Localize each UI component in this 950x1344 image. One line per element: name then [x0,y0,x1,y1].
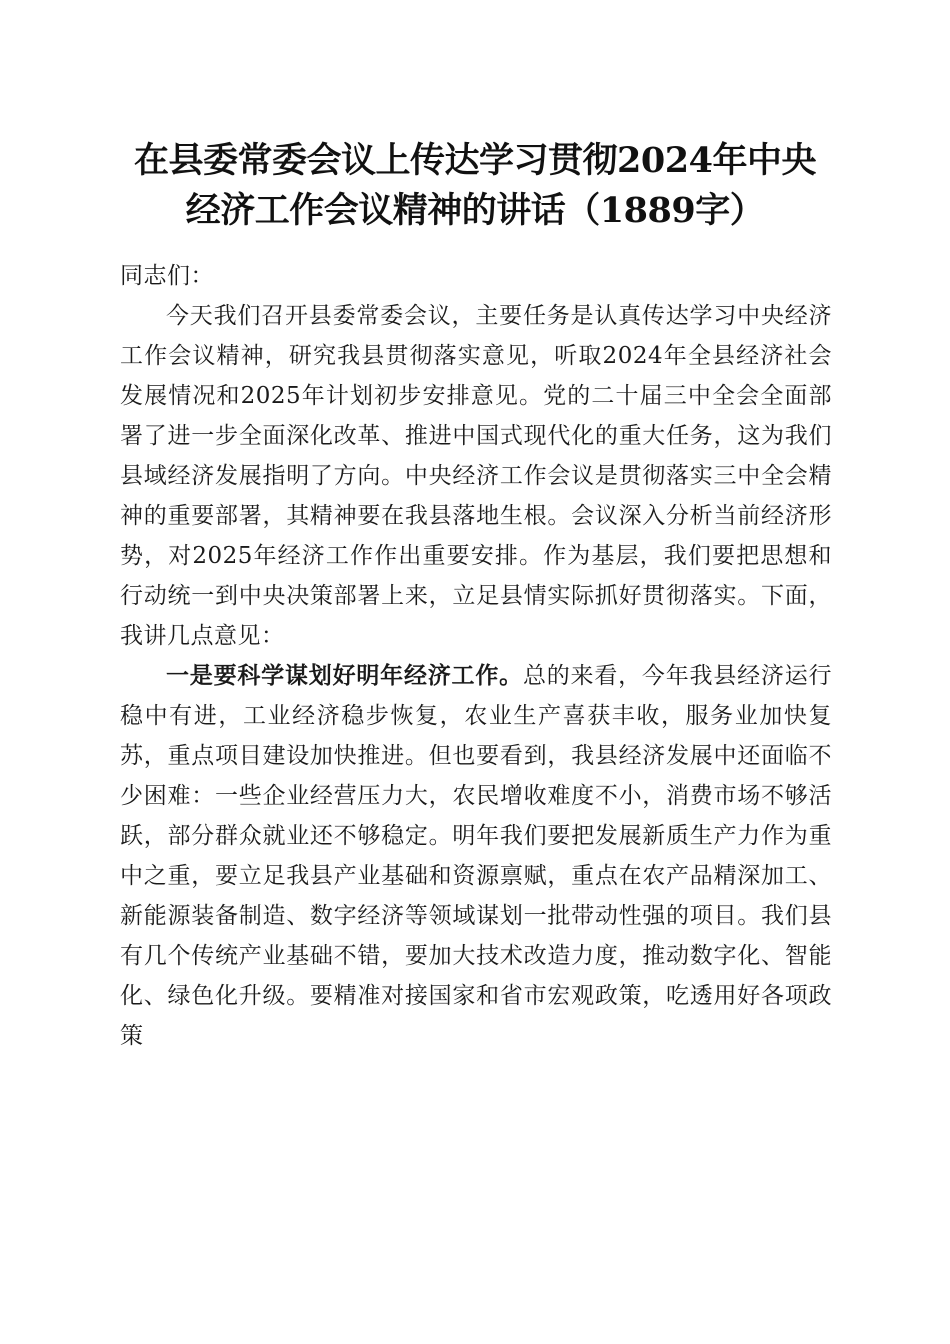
document-title [100,136,850,236]
title-line-1: 在县委常委会议上传达学习贯彻2024年中央 [134,140,816,181]
salutation: 同志们： [120,263,214,289]
point-one-heading: 一是要科学谋划好明年经济工作。 [166,662,523,689]
paragraph-intro: 今天我们召开县委常委会议，主要任务是认真传达学习中央经济工作会议精神，研究我县贯彻落实意见，听取2024年全县经济社会发展情况和2025年计划初步安排意见。党的二十届三中全会全面部署了进一步全面深化改革、推进中国式现代化的重大任务，这为我们县域经济发展指明了方向。中央经济工作会议是贯彻落实三中全会精神的重要部署，其精神要在我县落地生根。会议深入分析当前经济形势，对2025年经济工作作出重要安排。作为基层，我们要把思想和行动统一到中央决策部署上来，立足县情实际抓好贯彻落实。下面，我讲几点意见： [120,303,832,649]
paragraph-point-one [120,656,832,1056]
point-one-text: 总的来看，今年我县经济运行稳中有进，工业经济稳步恢复，农业生产喜获丰收，服务业加快复苏，重点项目建设加快推进。但也要看到，我县经济发展中还面临不少困难：一些企业经营压力大，农民增收难度不小，消费市场不够活跃，部分群众就业还不够稳定。明年我们要把发展新质生产力作为重中之重，要立足我县产业基础和资源禀赋，重点在农产品精深加工、新能源装备制造、数字经济等领域谋划一批带动性强的项目。我们县有几个传统产业基础不错，要加大技术改造力度，推动数字化、智能化、绿色化升级。要精准对接国家和省市宏观政策，吃透用好各项政策 [120,663,833,1049]
title-line-2: 经济工作会议精神的讲话（1889字） [185,190,765,231]
document-body [120,256,832,1056]
